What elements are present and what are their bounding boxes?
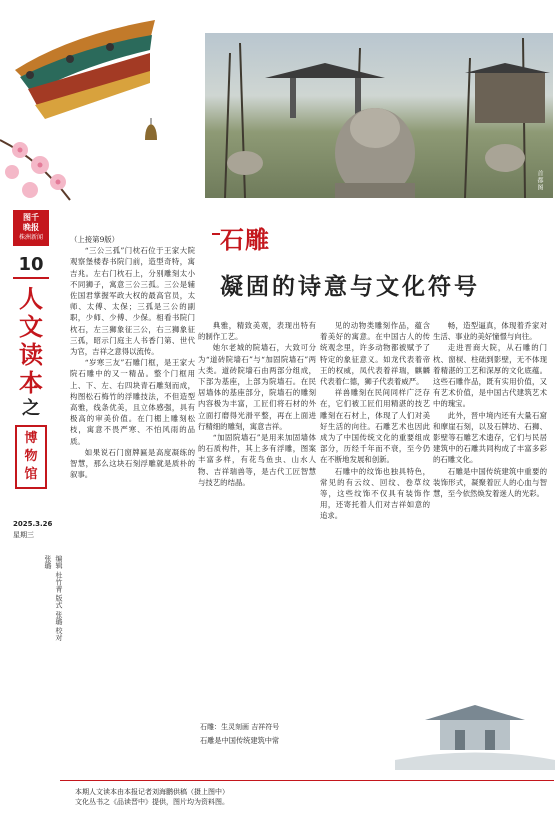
section-title	[13, 285, 49, 489]
paragraph: “岁寒三友”石雕门框，是王家大院石雕中的又一精品。整个门框用上、下、左、右四块青石雕刻而成，构图松石梅竹的浮雕技法，不但造型高雅，线条优美，且立体感强，具有极高的审美价值。在门楣上雕刻松枝，寓意不畏严寒、不怕风雨的品质。	[70, 358, 195, 446]
paragraph: 石雕中的纹饰也独具特色，常见的有云纹、回纹、卷草纹等，这些纹饰不仅具有装饰作用，还寄托着人们对吉祥如意的追求。	[320, 466, 430, 521]
seal-char: 博	[24, 431, 38, 446]
issue-date: 2025.3.26	[13, 520, 53, 528]
newspaper-logo	[13, 210, 49, 246]
decorative-illustration	[0, 0, 200, 220]
paragraph: 祥兽雕刻在民间同样广泛存在，它们被工匠们用精湛的技艺雕刻在石材上，体现了人们对美好生活的向往。石雕艺术也因此成为了中国传统文化的重要组成部分，历经千年而不衰，至今仍在不断地发展和创新。	[320, 388, 430, 465]
text-column-2	[198, 320, 316, 488]
logo-line-1: 图千	[23, 213, 39, 222]
section-char-zhi: 之	[22, 398, 40, 419]
section-char: 读	[19, 340, 43, 369]
section-char: 文	[19, 312, 43, 341]
title-accent-bar	[212, 233, 220, 235]
seal-char: 馆	[24, 467, 38, 482]
issue-meta	[13, 520, 63, 540]
bell-icon	[142, 118, 160, 144]
paragraph: 走进晋商大院，从石雕的门枕、窗棂、柱础到影壁，无不体现着精湛的工艺和深厚的文化底蕴。这些石雕作品，既有实用价值，又有艺术价值，是中国古代建筑艺术中的瑰宝。	[433, 343, 547, 409]
text-column-4	[433, 320, 547, 499]
footer-line-1: 本期人文读本由本报记者刘海鹏供稿（摄上图中）	[75, 788, 229, 796]
paragraph: 她尔老城的院墙石，大致可分为“道砖院墙石”与“加固院墙石”两大类。道砖院墙石由两部分组成，下部为基座，上部为院墙石。在民居墙体的基座部分，院墙石的雕刻内容极为丰富，工匠们将石材的外立面打磨得光滑平整，再在上面进行精细的雕刻，寓意吉祥。	[198, 343, 316, 431]
image-caption: 石雕：生灵刻画 吉祥符号	[200, 723, 280, 731]
text-column-3	[320, 320, 430, 522]
museum-seal	[15, 425, 47, 489]
cherry-blossom-illustration	[0, 110, 110, 220]
paragraph: “三公三孤”门枕石位于王家大院观察堡楼春书院门前，造型奇特，寓吉兆。左右门枕石上，分别雕刻太小不同狮子，寓意三公三孤。三公是辅佐国君掌握军政大权的最高官员，太师、太傅、太保；三孤是三公的副职，少师、少傅、少保。相看书院门枕石，左三狮象征三公，右三狮象征三孤，昭示门庭主人书香门第、世代为官，吉祥之意得以流传。	[70, 246, 195, 357]
paragraph: 典雅，精致美观，表现出特有的制作工艺。	[198, 321, 316, 342]
section-heading: 石雕是中国传统建筑中常	[200, 736, 280, 745]
seal-char: 物	[24, 449, 38, 464]
logo-line-2: 晚报	[23, 223, 39, 232]
pagoda-roof-illustration	[10, 15, 160, 125]
paragraph: 此外，晋中境内还有大量石窟和摩崖石刻，以及石牌坊、石狮、影壁等石雕艺术遗存，它们与民居建筑中的石雕共同构成了丰富多彩的石雕文化。	[433, 410, 547, 465]
footer-line-2: 文化丛书之《品读晋中》提供，图片均为资料图。	[75, 798, 229, 806]
article-subtitle: 凝固的诗意与文化符号	[220, 273, 480, 300]
footer-note	[75, 787, 495, 807]
masthead	[13, 210, 58, 489]
paragraph: 石雕是中国传统建筑中重要的装饰形式，凝聚着匠人的心血与智慧，至今依然焕发着迷人的光彩。	[433, 466, 547, 499]
issue-weekday: 星期三	[13, 531, 34, 539]
page-number: 10	[13, 254, 49, 279]
paragraph: 畅，造型逼真，体现着乔家对生活、事业的美好憧憬与向往。	[433, 321, 547, 342]
paragraph: 见的动物类雕刻作品，蕴含着美好的寓意。在中国古人的传统观念里，许多动物都被赋予了特定的象征意义。如龙代表着帝王的权威，凤代表着祥瑞，麒麟代表着仁德，狮子代表着威严。	[320, 321, 430, 387]
section-char: 本	[19, 368, 43, 397]
article-title: 石雕	[220, 226, 270, 254]
paragraph: “加固院墙石”是用来加固墙体的石质构件，其上多有浮雕，图案丰富多样，有花鸟鱼虫、山水人物、吉祥瑞兽等，是古代工匠智慧与技艺的结晶。	[198, 433, 316, 487]
editor-credits: 编辑 杜竹青 版式 张璐 校对 张璐	[44, 555, 63, 641]
paragraph: （上接第9版）	[70, 235, 120, 244]
photo-credit: 首都图	[536, 170, 543, 191]
photo-scene	[205, 33, 553, 198]
garden-sculpture-photo	[205, 33, 553, 198]
footer-divider	[60, 780, 554, 781]
pavilion-illustration	[395, 690, 555, 770]
paragraph: 如果说石门窗牌匾是高度凝练的智慧，那么这块石刻浮雕就是质朴的叙事。	[70, 447, 195, 480]
text-column-1	[70, 234, 195, 480]
logo-subtitle: 株洲新闻	[18, 234, 43, 241]
section-char: 人	[19, 284, 43, 313]
